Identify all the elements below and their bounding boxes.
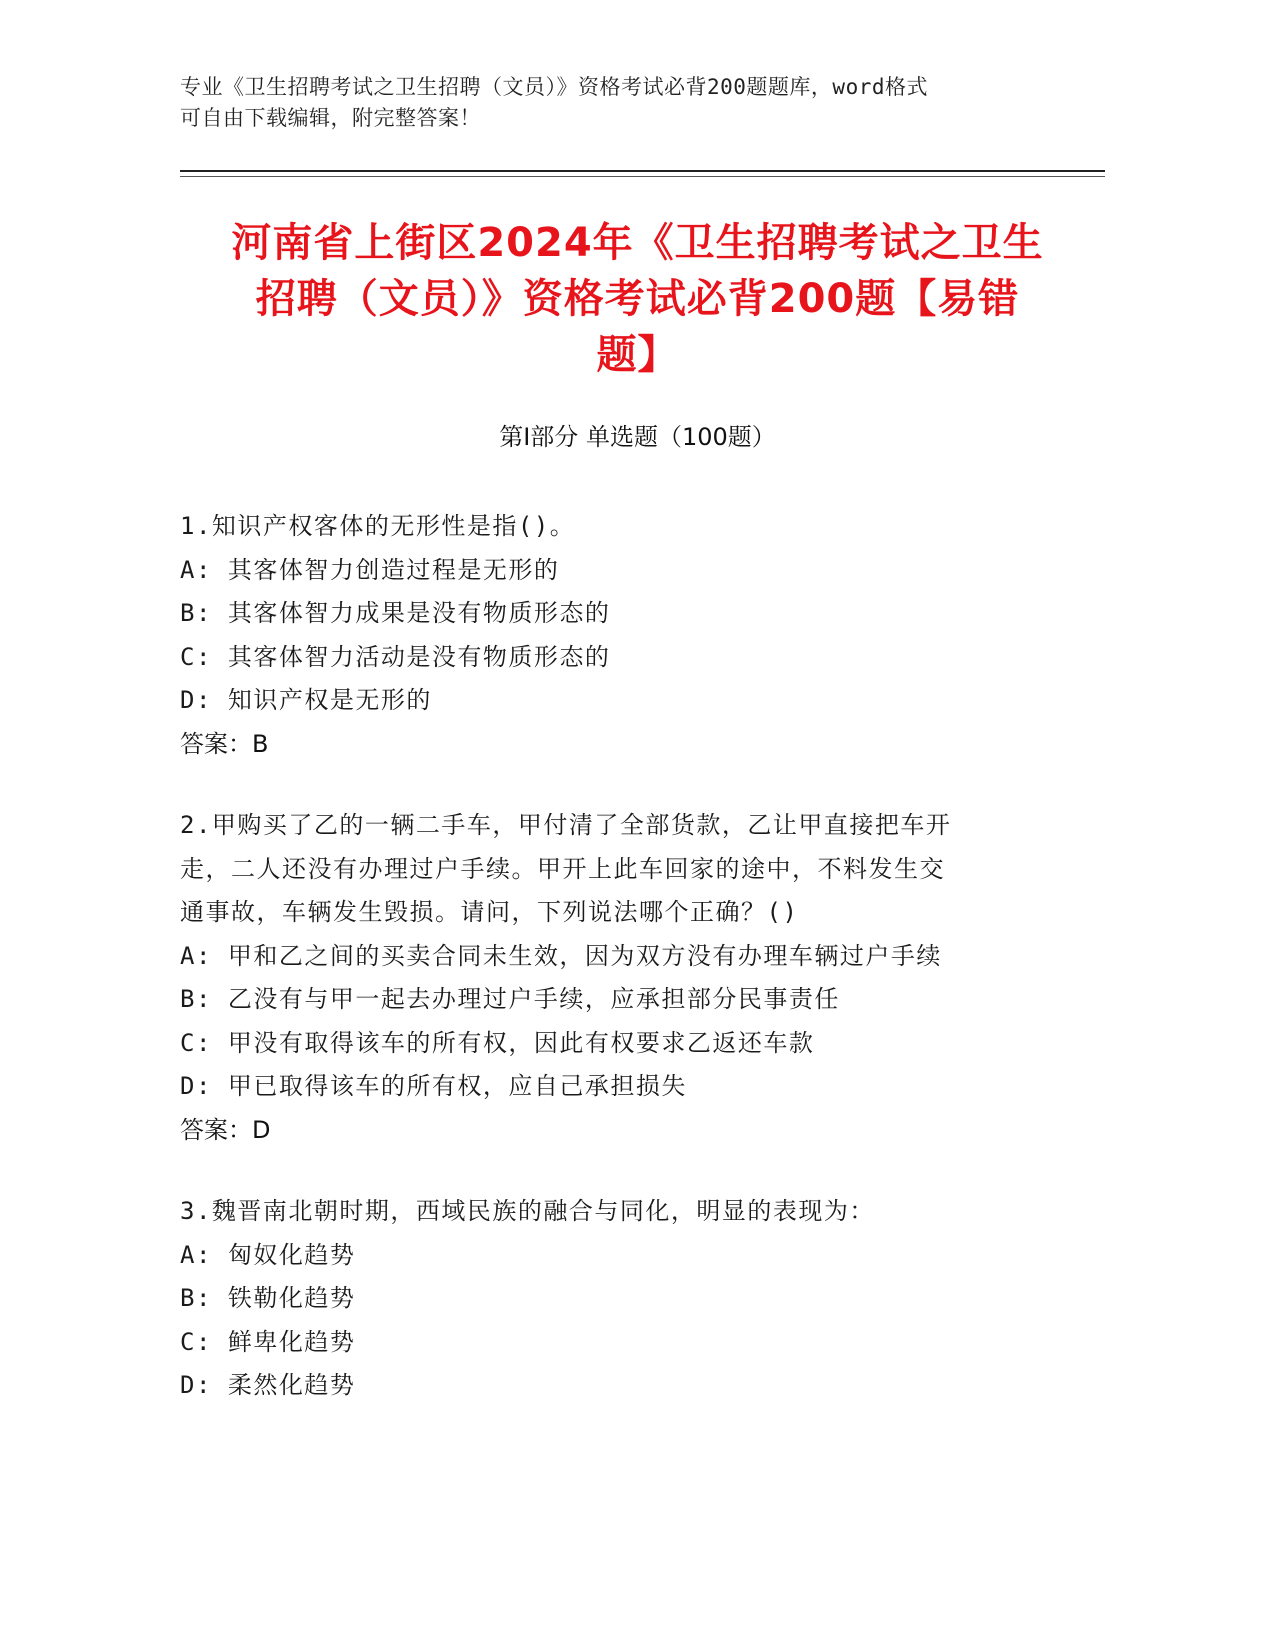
header-note [180,72,1040,134]
option-b: B: 乙没有与甲一起去办理过户手续，应承担部分民事责任 [180,985,840,1013]
document-title-line-3: 题】 [596,332,679,378]
option-a: A: 匈奴化趋势 [180,1240,356,1269]
question-stem: 1.知识产权客体的无形性是指()。 [180,512,576,540]
option-c: C: 甲没有取得该车的所有权，因此有权要求乙返还车款 [180,1028,815,1057]
option-a: A: 其客体智力创造过程是无形的 [180,555,560,584]
answer-line: 答案：D [180,1115,271,1144]
question-stem: 走，二人还没有办理过户手续。甲开上此车回家的途中，不料发生交 [180,854,945,883]
option-d: D: 知识产权是无形的 [180,686,432,714]
question-item [180,804,1060,1152]
header-note-line-1: 专业《卫生招聘考试之卫生招聘（文员）》资格考试必背200题题库，word格式 [180,75,928,99]
question-item [180,1190,1060,1408]
header-divider-thick [180,170,1105,172]
option-c: C: 鲜卑化趋势 [180,1327,356,1356]
option-b: B: 铁勒化趋势 [180,1284,356,1312]
question-list [180,505,1060,1446]
question-item [180,505,1060,766]
question-stem: 3.魏晋南北朝时期，西域民族的融合与同化，明显的表现为： [180,1197,875,1225]
header-note-line-2: 可自由下载编辑，附完整答案！ [180,106,481,130]
option-d: D: 柔然化趋势 [180,1371,356,1399]
question-stem: 2.甲购买了乙的一辆二手车，甲付清了全部货款，乙让甲直接把车开 [180,811,952,839]
header-divider-thin [180,176,1105,177]
document-title-line-2: 招聘（文员）》资格考试必背200题【易错 [255,276,1020,322]
section-heading: 第Ⅰ部分 单选题（100题） [499,423,776,451]
option-c: C: 其客体智力活动是没有物质形态的 [180,642,611,671]
option-a: A: 甲和乙之间的买卖合同未生效，因为双方没有办理车辆过户手续 [180,941,942,970]
option-d: D: 甲已取得该车的所有权，应自己承担损失 [180,1072,687,1100]
question-stem: 通事故，车辆发生毁损。请问，下列说法哪个正确？() [180,898,799,926]
answer-line: 答案：B [180,729,269,758]
option-b: B: 其客体智力成果是没有物质形态的 [180,599,611,627]
document-title-line-1: 河南省上街区2024年《卫生招聘考试之卫生 [231,220,1044,266]
document-title [160,215,1115,383]
